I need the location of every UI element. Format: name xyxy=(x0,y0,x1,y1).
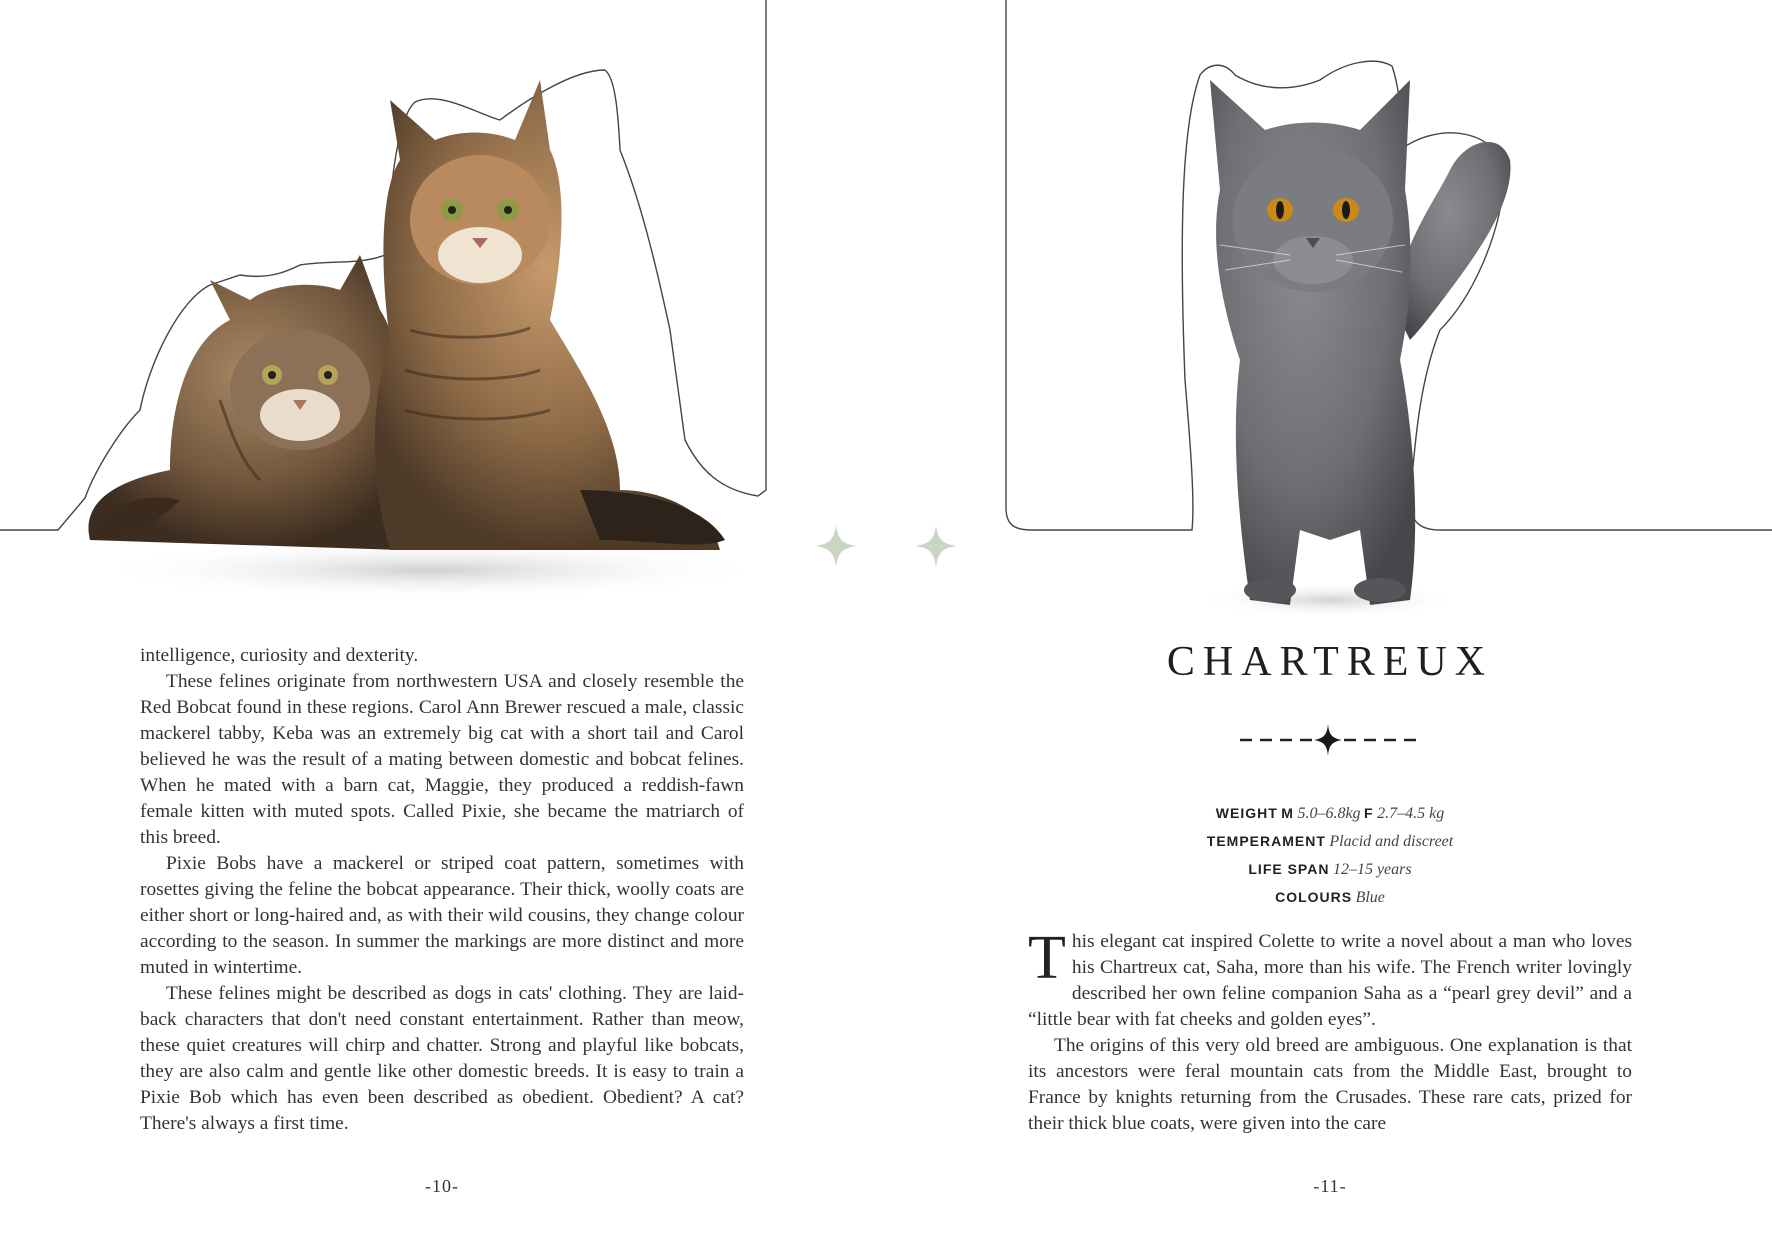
paragraph: The origins of this very old breed are ambiguous. One explanation is that its ancestors were feral mountain cats from the Middle East, brought to France by knights returning from the Crusades. These rare cats, prized for their thick blue coats, were given into the care xyxy=(1028,1035,1632,1134)
lifespan-label: LIFE SPAN xyxy=(1248,861,1330,877)
temperament-label: TEMPERAMENT xyxy=(1206,833,1326,849)
paragraph: These felines might be described as dogs in cats' clothing. They are laid-back characters that don't need constant entertainment. Rather than meow, these quiet creatures will chirp and chatter. Strong and playful like bobcats, they are also calm and gentle like other domestic breeds. It is easy to train a Pixie Bob which has even been described as obedient. Obedient? A cat? There's always a first time. xyxy=(140,983,744,1134)
fact-colours xyxy=(1030,884,1630,912)
right-page-body xyxy=(1028,924,1632,1137)
weight-m-value: 5.0–6.8kg xyxy=(1297,805,1361,822)
paragraph: intelligence, curiosity and dexterity. xyxy=(140,645,419,666)
weight-m-label: M xyxy=(1281,805,1294,821)
colours-value: Blue xyxy=(1355,889,1385,906)
breed-title: CHARTREUX xyxy=(1166,639,1494,685)
fact-temperament xyxy=(1030,828,1630,856)
left-page-body xyxy=(140,643,744,1137)
paragraph-text: his elegant cat inspired Colette to write a novel about a man who loves his Chartreux cat, Saha, more than his wife. The French writer lovingly described her own feline companion Saha as a “pearl grey devil” and a “little bear with fat cheeks and golden eyes”. xyxy=(1028,931,1632,1030)
pixie-bob-cats-photo xyxy=(60,70,780,610)
breed-facts xyxy=(1030,800,1630,912)
paragraph: These felines originate from northwestern USA and closely resemble the Red Bobcat found in these regions. Carol Ann Brewer rescued a male, classic mackerel tabby, Keba was an extremely big cat with a short tail and Carol believed he was the result of a mating between domestic and bobcat felines. When he mated with a barn cat, Maggie, they produced a reddish-fawn female kitten with muted spots. Called Pixie, she became the matriarch of this breed. xyxy=(140,671,744,848)
colours-label: COLOURS xyxy=(1275,889,1353,905)
page-number-right: -11- xyxy=(1313,1176,1347,1196)
paragraph xyxy=(1028,924,1632,1033)
paragraph: Pixie Bobs have a mackerel or striped coat pattern, sometimes with rosettes giving the feline the bobcat appearance. Their thick, woolly coats are either short or long-haired and, as with their wild cousins, they change colour according to the season. In summer the markings are more distinct and more muted in wintertime. xyxy=(140,853,744,978)
fact-weight xyxy=(1030,800,1630,828)
fact-lifespan xyxy=(1030,856,1630,884)
drop-cap: T xyxy=(1028,924,1066,992)
sparkle-ornament-left xyxy=(815,525,857,567)
chartreux-cat-photo xyxy=(1180,60,1520,620)
page-number-left: -10- xyxy=(425,1176,459,1196)
weight-f-label: F xyxy=(1364,805,1374,821)
temperament-value: Placid and discreet xyxy=(1329,833,1454,850)
lifespan-value: 12–15 years xyxy=(1332,861,1412,878)
sparkle-ornament-right xyxy=(915,525,957,567)
weight-label: WEIGHT xyxy=(1215,805,1278,821)
weight-f-value: 2.7–4.5 kg xyxy=(1377,805,1445,822)
title-divider-ornament xyxy=(1238,722,1418,758)
